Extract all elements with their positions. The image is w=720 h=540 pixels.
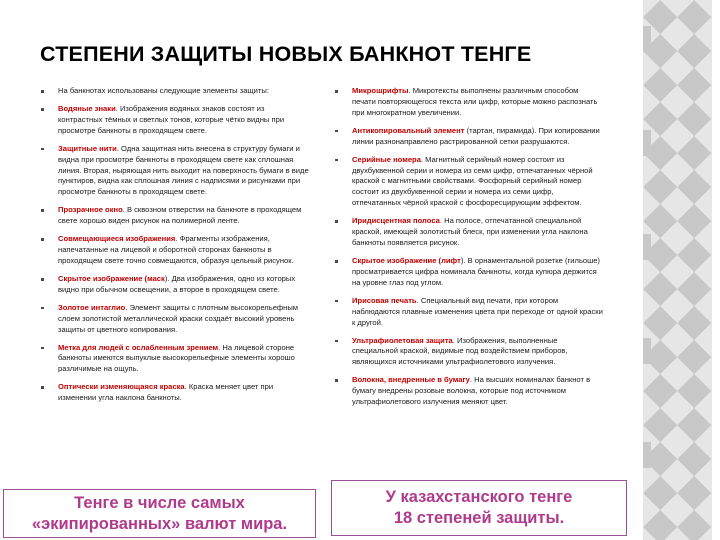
security-feature-description: На банкнотах использованы следующие элементы защиты:: [58, 86, 269, 95]
bullet-square-icon: [335, 300, 338, 303]
page-title: СТЕПЕНИ ЗАЩИТЫ НОВЫХ БАНКНОТ ТЕНГЕ: [40, 42, 532, 67]
security-feature-description: . Фрагменты изображения, напечатанные на лицевой и оборотной сторонах банкноты в проходящем свете точно совмещаются, образуя цельный рисунок.: [58, 234, 294, 265]
security-feature-term: Скрытое изображение (маск: [58, 273, 165, 283]
list-item: [332, 375, 604, 408]
bullet-square-icon: [335, 90, 338, 93]
list-item: [38, 104, 310, 137]
security-feature-term: Ирисовая печать: [352, 295, 417, 305]
right-content-column: [332, 86, 604, 408]
bullet-square-icon: [335, 220, 338, 223]
security-feature-term: Метка для людей с ослабленным зрением: [58, 342, 219, 352]
list-item: [38, 144, 310, 199]
bullet-square-icon: [41, 347, 44, 350]
bullet-square-icon: [41, 307, 44, 310]
list-item: [38, 382, 310, 404]
security-feature-term: Защитные нити: [58, 143, 117, 153]
security-feature-description: . Специальный вид печати, при котором наблюдаются плавные изменения цвета при переходе от одной краски к другой.: [352, 295, 603, 327]
list-item: [332, 256, 604, 289]
list-item: [332, 86, 604, 119]
bullet-square-icon: [335, 379, 338, 382]
list-item: [332, 296, 604, 329]
left-content-column: [38, 86, 310, 404]
decorative-lattice-pattern: [643, 0, 712, 540]
list-item: [332, 336, 604, 369]
security-feature-term: Золотое интаглио: [58, 302, 126, 312]
security-feature-term: Скрытое изображение (лифт: [352, 255, 461, 265]
security-feature-term: Оптически изменяющаяся краска: [58, 382, 185, 392]
security-feature-description: . На полосе, отпечатанной специальной краской, имеющей золотистый блеск, при изменении угла наклона банкноты появляется рисунок.: [352, 216, 588, 248]
bullet-square-icon: [335, 159, 338, 162]
list-item: [38, 274, 310, 296]
callout-box-right: [331, 480, 627, 536]
security-feature-term: Иридисцентная полоса: [352, 216, 440, 226]
bullet-square-icon: [335, 340, 338, 343]
list-item: [38, 303, 310, 336]
security-feature-description: . Элемент защиты с плотным высокорельефным слоем золотистой металлической краски создаёт высокий уровень защиты от цветного копирования.: [58, 302, 299, 334]
security-feature-description: . Краска меняет цвет при изменении угла наклона банкноты.: [58, 382, 274, 403]
bullet-square-icon: [41, 386, 44, 389]
callout-left-line-1: Тенге в числе самых: [74, 494, 245, 513]
callout-right-line-2: 18 степеней защиты.: [393, 509, 565, 527]
security-feature-description: . В сквозном отверстии на банкноте в проходящем свете хорошо виден рисунок на полимерной ленте.: [58, 205, 302, 226]
security-feature-term: Ультрафиолетовая защита: [352, 335, 453, 345]
security-feature-description: ). Два изображения, одно из которых видно при обычном освещении, а второе в проходящем свете.: [58, 273, 296, 294]
list-item: [38, 234, 310, 267]
bullet-square-icon: [335, 130, 338, 133]
bullet-square-icon: [41, 278, 44, 281]
security-feature-term: Серийные номера: [352, 154, 421, 164]
security-feature-description: ). В орнаментальной розетке (гильоше) просматривается цифра номинала банкноты, когда купюра держится на уровне глаз под углом.: [352, 255, 600, 287]
list-item: [38, 343, 310, 376]
security-feature-description: (тартан, пирамида). При копировании линии разнонаправлено растрированной сетки разрушаются.: [352, 125, 600, 146]
list-item: [38, 86, 310, 97]
bullet-square-icon: [41, 209, 44, 212]
bullet-square-icon: [41, 148, 44, 151]
security-feature-term: Водяные знаки: [58, 103, 116, 113]
bullet-square-icon: [41, 108, 44, 111]
security-feature-term: Прозрачное окно: [58, 205, 123, 215]
security-feature-description: . Магнитный серийный номер состоит из двухбуквенной серии и номера из семи цифр, отпечатанных чёрной краской с магнитными свойствами. Фосфорный серийный номер состоит из двухбуквенной серии и номера из семи цифр, отпечатанных чёрной краской с фосфоресцирующим эффектом.: [352, 154, 593, 208]
security-feature-term: Микрошрифты: [352, 86, 409, 95]
list-item: [332, 155, 604, 210]
security-feature-description: . На лицевой стороне банкноты имеются выпуклые высокорельефные элементы хорошо различимые на ощупь.: [58, 342, 295, 374]
security-feature-description: . Изображения водяных знаков состоят из контрастных тёмных и светлых тонов, которые чётко видны при просмотре банкноты в проходящем свете.: [58, 103, 285, 135]
bullet-square-icon: [335, 260, 338, 263]
list-item: [332, 216, 604, 249]
bullet-square-icon: [41, 238, 44, 241]
callout-box-left: [3, 489, 316, 538]
callout-left-line-2: «экипированных» валют мира.: [31, 514, 288, 533]
list-item: [38, 205, 310, 227]
security-feature-term: Антикопировальный элемент: [352, 125, 465, 135]
security-feature-description: . Микротексты выполнены различным способом печати повторяющегося текста или цифр, которые можно распознать при многократном увеличении.: [352, 86, 598, 117]
security-feature-term: Волокна, внедренные в бумагу: [352, 375, 470, 385]
decorative-notches: [643, 0, 653, 540]
callout-right-line-1: У казахстанского тенге: [385, 487, 573, 506]
security-feature-term: Совмещающиеся изображения: [58, 234, 176, 244]
security-feature-description: . Одна защитная нить внесена в структуру бумаги и видна при просмотре банкноты в проходящем свете как сплошная линия. Вторая, ныряющая нить выходит на поверхность бумаги в виде пунктиров, видна как сплошная линия с надписями и рисунками при просмотре банкноты в проходящем свете.: [58, 143, 309, 197]
list-item: [332, 126, 604, 148]
bullet-square-icon: [41, 90, 44, 93]
security-feature-description: . На высших номиналах банкнот в бумагу внедрены розовые волокна, которые под источником ультрафиолетового излучения меняют цвет.: [352, 375, 591, 407]
security-feature-description: . Изображения, выполненные специальной краской, видимые под воздействием приборов, являющихся источниками ультрафиолетового излучения.: [352, 335, 568, 367]
